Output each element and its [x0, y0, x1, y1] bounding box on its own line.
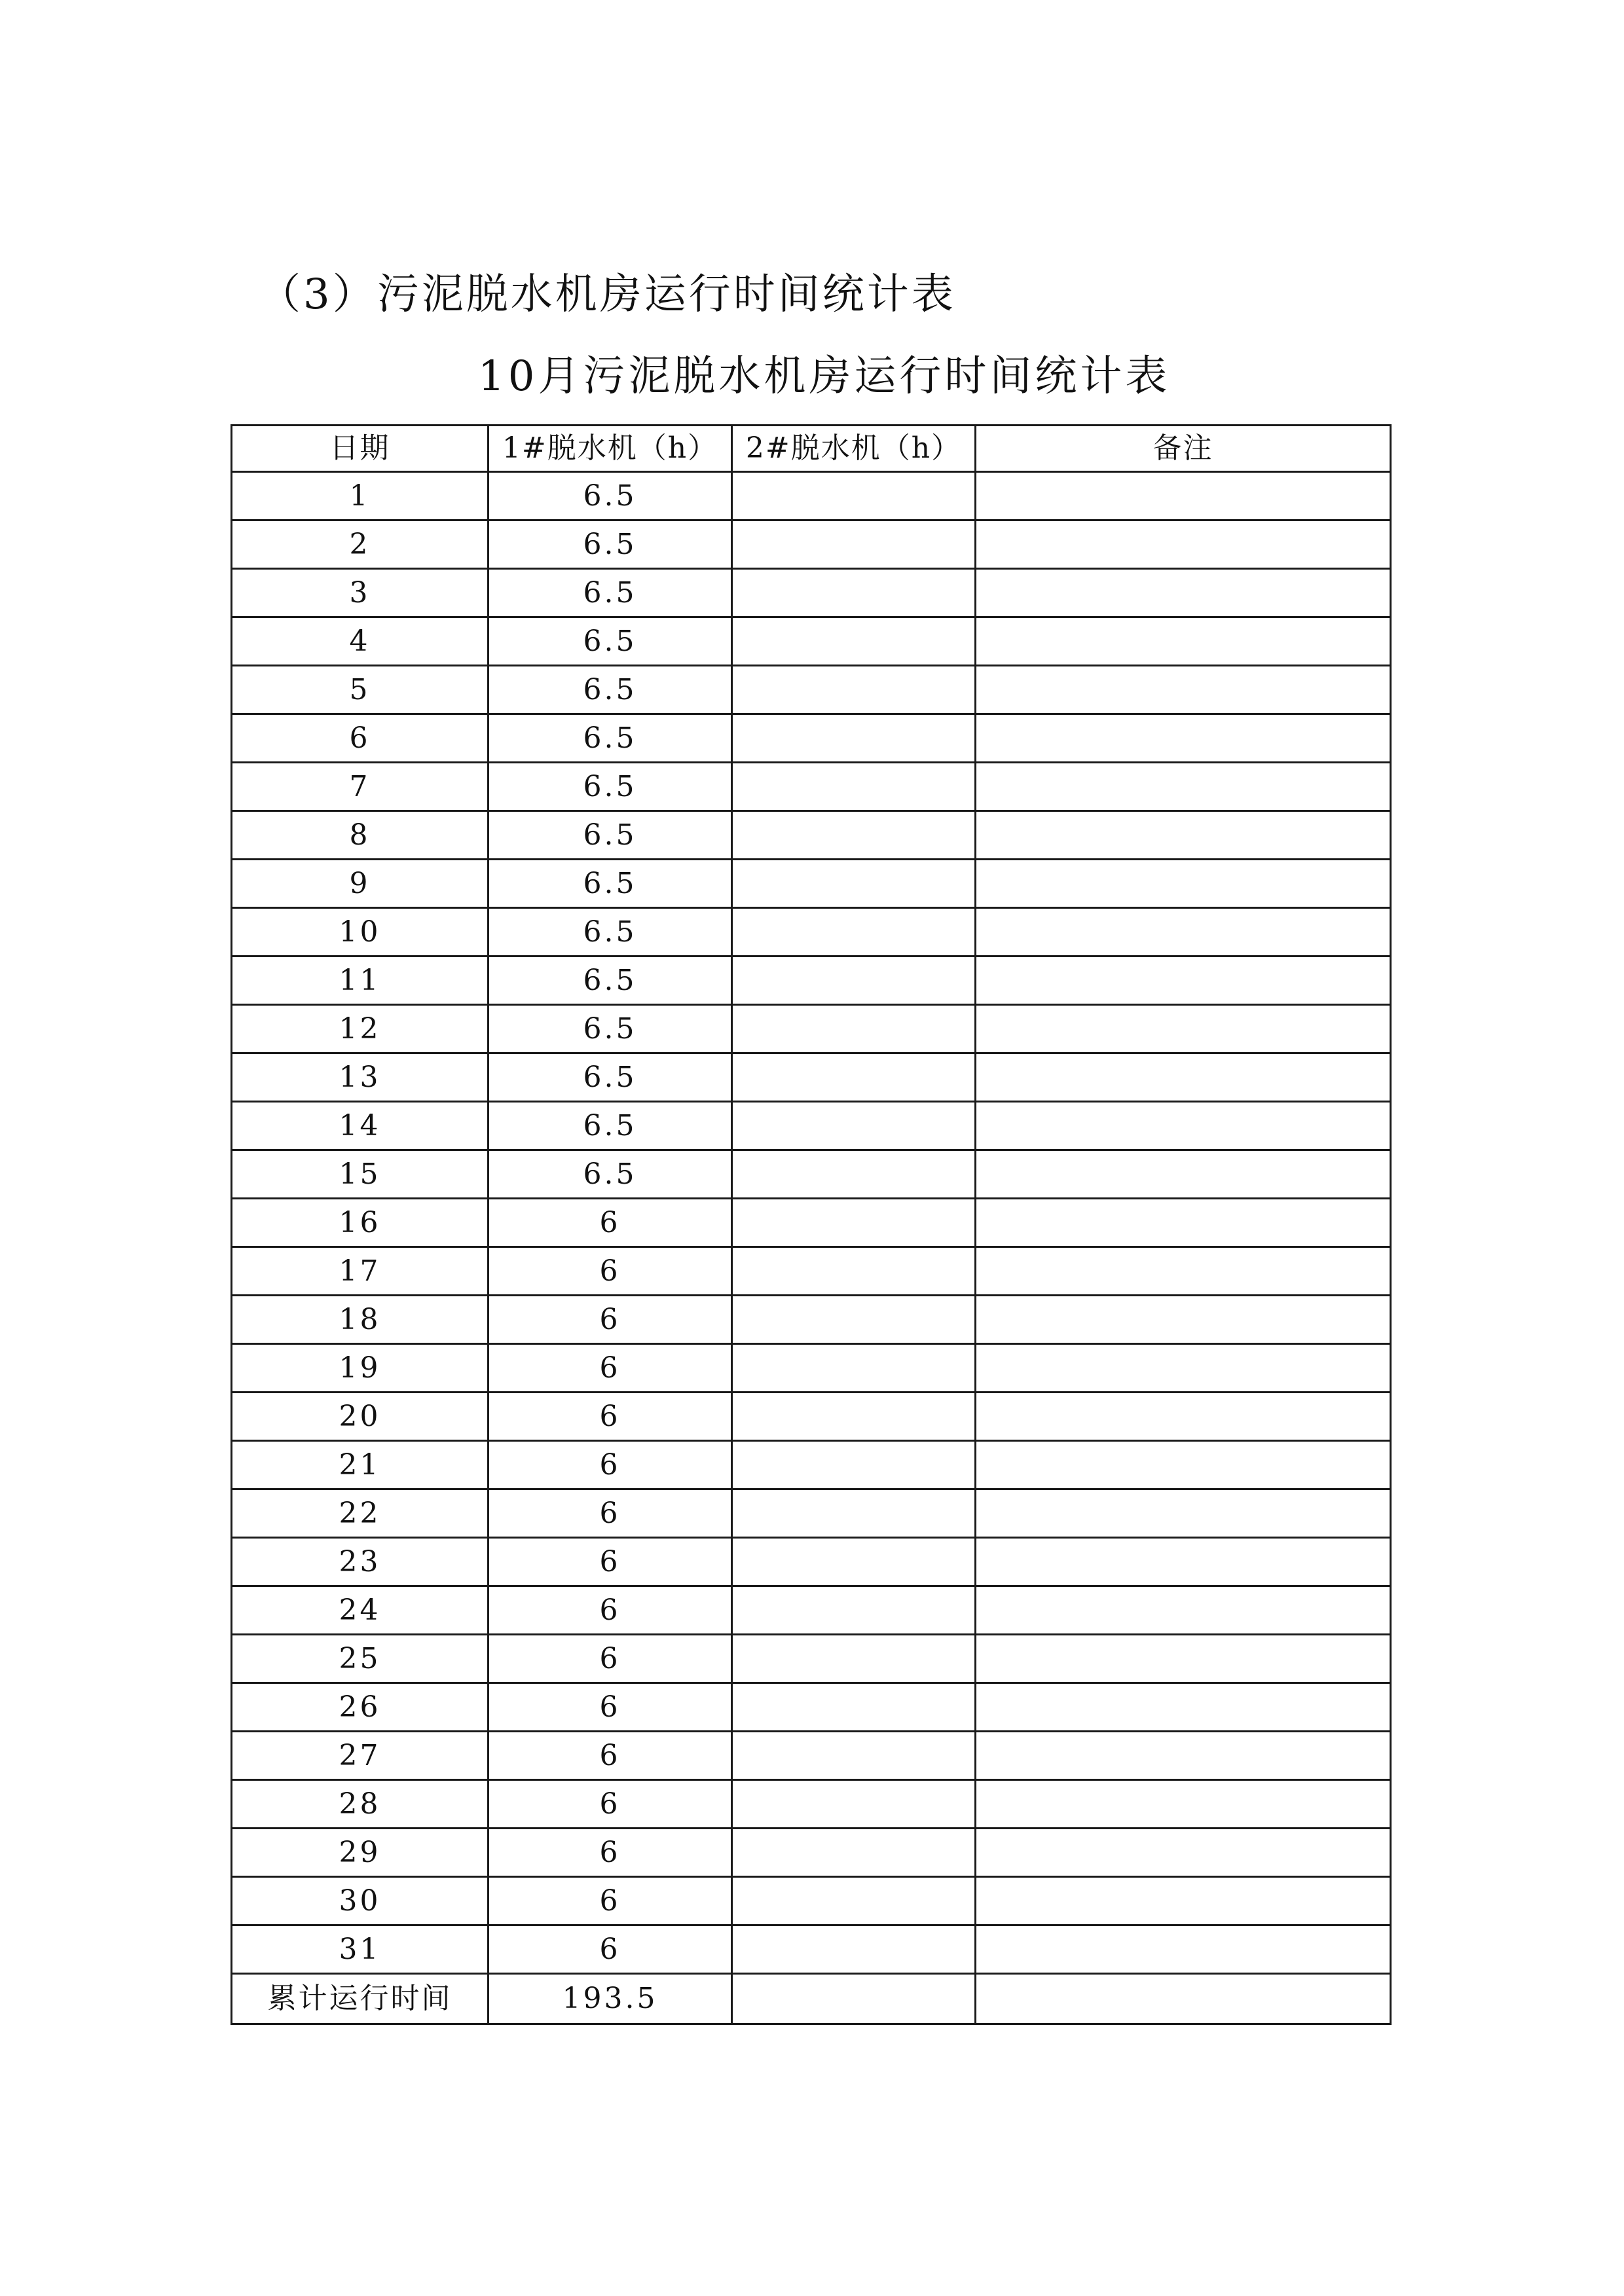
cell-dewaterer-2 [732, 617, 976, 666]
cell-day: 4 [232, 617, 489, 666]
cell-remarks [976, 811, 1391, 860]
cell-dewaterer-2 [732, 520, 976, 569]
cell-day: 2 [232, 520, 489, 569]
cell-dewaterer-2 [732, 1344, 976, 1393]
cell-remarks [976, 1296, 1391, 1344]
table-row [232, 1586, 1391, 1635]
cell-day: 12 [232, 1005, 489, 1053]
table-row [232, 1683, 1391, 1732]
cell-dewaterer-2 [732, 1586, 976, 1635]
cell-dewaterer-1: 6.5 [489, 666, 732, 714]
cell-day: 19 [232, 1344, 489, 1393]
table-row [232, 1005, 1391, 1053]
cell-dewaterer-1: 6.5 [489, 617, 732, 666]
cell-dewaterer-2 [732, 714, 976, 763]
table-row [232, 1877, 1391, 1925]
table-row [232, 811, 1391, 860]
cell-day: 1 [232, 472, 489, 520]
cell-remarks [976, 1247, 1391, 1296]
cell-remarks [976, 957, 1391, 1005]
cell-dewaterer-2 [732, 1538, 976, 1586]
cell-dewaterer-2 [732, 1053, 976, 1102]
cell-remarks [976, 1489, 1391, 1538]
cell-remarks [976, 1925, 1391, 1974]
table-row [232, 1635, 1391, 1683]
cell-day: 18 [232, 1296, 489, 1344]
cell-remarks [976, 1199, 1391, 1247]
cell-remarks [976, 1683, 1391, 1732]
cell-remarks [976, 860, 1391, 908]
cell-dewaterer-1: 6 [489, 1732, 732, 1780]
table-row [232, 1393, 1391, 1441]
table-row [232, 1053, 1391, 1102]
cell-dewaterer-2 [732, 1199, 976, 1247]
cell-remarks [976, 1053, 1391, 1102]
cell-day: 22 [232, 1489, 489, 1538]
cell-dewaterer-2 [732, 957, 976, 1005]
cell-day: 11 [232, 957, 489, 1005]
cell-dewaterer-2 [732, 1102, 976, 1150]
header-date: 日期 [232, 426, 489, 472]
cell-dewaterer-1: 6 [489, 1925, 732, 1974]
cell-remarks [976, 1780, 1391, 1829]
cell-day: 14 [232, 1102, 489, 1150]
table-row [232, 569, 1391, 617]
cell-dewaterer-1: 6 [489, 1635, 732, 1683]
cell-dewaterer-2 [732, 1296, 976, 1344]
cell-day: 24 [232, 1586, 489, 1635]
table-row [232, 1732, 1391, 1780]
cell-dewaterer-2 [732, 1150, 976, 1199]
cell-dewaterer-1: 6 [489, 1877, 732, 1925]
cell-day: 21 [232, 1441, 489, 1489]
table-row [232, 714, 1391, 763]
table-row [232, 1780, 1391, 1829]
cell-dewaterer-2 [732, 1635, 976, 1683]
cell-dewaterer-1: 6.5 [489, 520, 732, 569]
cell-dewaterer-2 [732, 908, 976, 957]
table-row [232, 520, 1391, 569]
cell-dewaterer-2 [732, 569, 976, 617]
table-header-row [232, 426, 1391, 472]
cell-dewaterer-1: 6.5 [489, 1150, 732, 1199]
cell-dewaterer-1: 6 [489, 1683, 732, 1732]
cell-dewaterer-2 [732, 811, 976, 860]
cell-remarks [976, 1102, 1391, 1150]
cell-remarks [976, 1005, 1391, 1053]
cell-dewaterer-1: 6 [489, 1441, 732, 1489]
cell-remarks [976, 1538, 1391, 1586]
cell-dewaterer-2 [732, 763, 976, 811]
cell-dewaterer-1: 6 [489, 1538, 732, 1586]
cell-remarks [976, 763, 1391, 811]
cell-remarks [976, 1635, 1391, 1683]
runtime-table [231, 424, 1392, 2025]
cell-day: 6 [232, 714, 489, 763]
cell-day: 28 [232, 1780, 489, 1829]
cell-remarks [976, 472, 1391, 520]
cell-dewaterer-1: 6 [489, 1344, 732, 1393]
cell-day: 7 [232, 763, 489, 811]
cell-dewaterer-1: 6 [489, 1296, 732, 1344]
table-row [232, 1441, 1391, 1489]
table-row [232, 666, 1391, 714]
cell-remarks [976, 1344, 1391, 1393]
cell-dewaterer-1: 6 [489, 1829, 732, 1877]
cell-remarks [976, 1586, 1391, 1635]
cell-dewaterer-2 [732, 1683, 976, 1732]
cell-dewaterer-2 [732, 1829, 976, 1877]
cell-dewaterer-1: 6.5 [489, 569, 732, 617]
cell-dewaterer-1: 6.5 [489, 811, 732, 860]
header-dewaterer-2: 2#脱水机（h） [732, 426, 976, 472]
cell-remarks [976, 1393, 1391, 1441]
total-remarks [976, 1974, 1391, 2024]
cell-day: 3 [232, 569, 489, 617]
cell-remarks [976, 1829, 1391, 1877]
cell-remarks [976, 1877, 1391, 1925]
cell-day: 31 [232, 1925, 489, 1974]
cell-dewaterer-2 [732, 1732, 976, 1780]
table-row [232, 1247, 1391, 1296]
cell-dewaterer-2 [732, 1877, 976, 1925]
table-row [232, 1538, 1391, 1586]
cell-remarks [976, 1732, 1391, 1780]
cell-day: 5 [232, 666, 489, 714]
section-heading: （3）污泥脱水机房运行时间统计表 [259, 270, 956, 319]
cell-remarks [976, 1441, 1391, 1489]
cell-dewaterer-1: 6 [489, 1489, 732, 1538]
cell-dewaterer-1: 6 [489, 1586, 732, 1635]
table-row [232, 957, 1391, 1005]
cell-dewaterer-1: 6.5 [489, 957, 732, 1005]
cell-dewaterer-1: 6 [489, 1247, 732, 1296]
table-row [232, 1150, 1391, 1199]
cell-dewaterer-2 [732, 1441, 976, 1489]
cell-remarks [976, 908, 1391, 957]
cell-dewaterer-1: 6.5 [489, 763, 732, 811]
cell-day: 17 [232, 1247, 489, 1296]
total-row [232, 1974, 1391, 2024]
cell-day: 9 [232, 860, 489, 908]
cell-day: 13 [232, 1053, 489, 1102]
cell-remarks [976, 666, 1391, 714]
cell-day: 26 [232, 1683, 489, 1732]
table-body [232, 472, 1391, 2024]
table-row [232, 1344, 1391, 1393]
cell-day: 29 [232, 1829, 489, 1877]
cell-remarks [976, 569, 1391, 617]
cell-day: 27 [232, 1732, 489, 1780]
cell-dewaterer-2 [732, 1005, 976, 1053]
cell-dewaterer-2 [732, 472, 976, 520]
cell-dewaterer-2 [732, 1489, 976, 1538]
cell-dewaterer-1: 6 [489, 1393, 732, 1441]
total-label: 累计运行时间 [232, 1974, 489, 2024]
cell-day: 15 [232, 1150, 489, 1199]
cell-remarks [976, 520, 1391, 569]
cell-day: 23 [232, 1538, 489, 1586]
cell-dewaterer-1: 6.5 [489, 1005, 732, 1053]
cell-dewaterer-2 [732, 1247, 976, 1296]
cell-dewaterer-2 [732, 666, 976, 714]
cell-dewaterer-1: 6.5 [489, 908, 732, 957]
cell-dewaterer-1: 6 [489, 1199, 732, 1247]
table-row [232, 1102, 1391, 1150]
table-row [232, 860, 1391, 908]
cell-remarks [976, 1150, 1391, 1199]
table-row [232, 908, 1391, 957]
cell-dewaterer-2 [732, 1393, 976, 1441]
table-row [232, 1489, 1391, 1538]
cell-remarks [976, 617, 1391, 666]
cell-day: 8 [232, 811, 489, 860]
table-row [232, 1925, 1391, 1974]
cell-dewaterer-1: 6.5 [489, 1053, 732, 1102]
cell-dewaterer-2 [732, 1925, 976, 1974]
table-row [232, 1199, 1391, 1247]
cell-dewaterer-1: 6 [489, 1780, 732, 1829]
cell-dewaterer-2 [732, 860, 976, 908]
total-dewaterer-1: 193.5 [489, 1974, 732, 2024]
cell-dewaterer-1: 6.5 [489, 714, 732, 763]
cell-day: 16 [232, 1199, 489, 1247]
cell-dewaterer-1: 6.5 [489, 1102, 732, 1150]
cell-dewaterer-1: 6.5 [489, 472, 732, 520]
table-title: 10月污泥脱水机房运行时间统计表 [478, 352, 1171, 401]
table-row [232, 1829, 1391, 1877]
header-remarks: 备注 [976, 426, 1391, 472]
cell-dewaterer-1: 6.5 [489, 860, 732, 908]
table-row [232, 763, 1391, 811]
cell-dewaterer-2 [732, 1780, 976, 1829]
header-dewaterer-1: 1#脱水机（h） [489, 426, 732, 472]
cell-remarks [976, 714, 1391, 763]
cell-day: 20 [232, 1393, 489, 1441]
cell-day: 10 [232, 908, 489, 957]
total-dewaterer-2 [732, 1974, 976, 2024]
cell-day: 30 [232, 1877, 489, 1925]
table-row [232, 1296, 1391, 1344]
table-row [232, 617, 1391, 666]
table-row [232, 472, 1391, 520]
cell-day: 25 [232, 1635, 489, 1683]
